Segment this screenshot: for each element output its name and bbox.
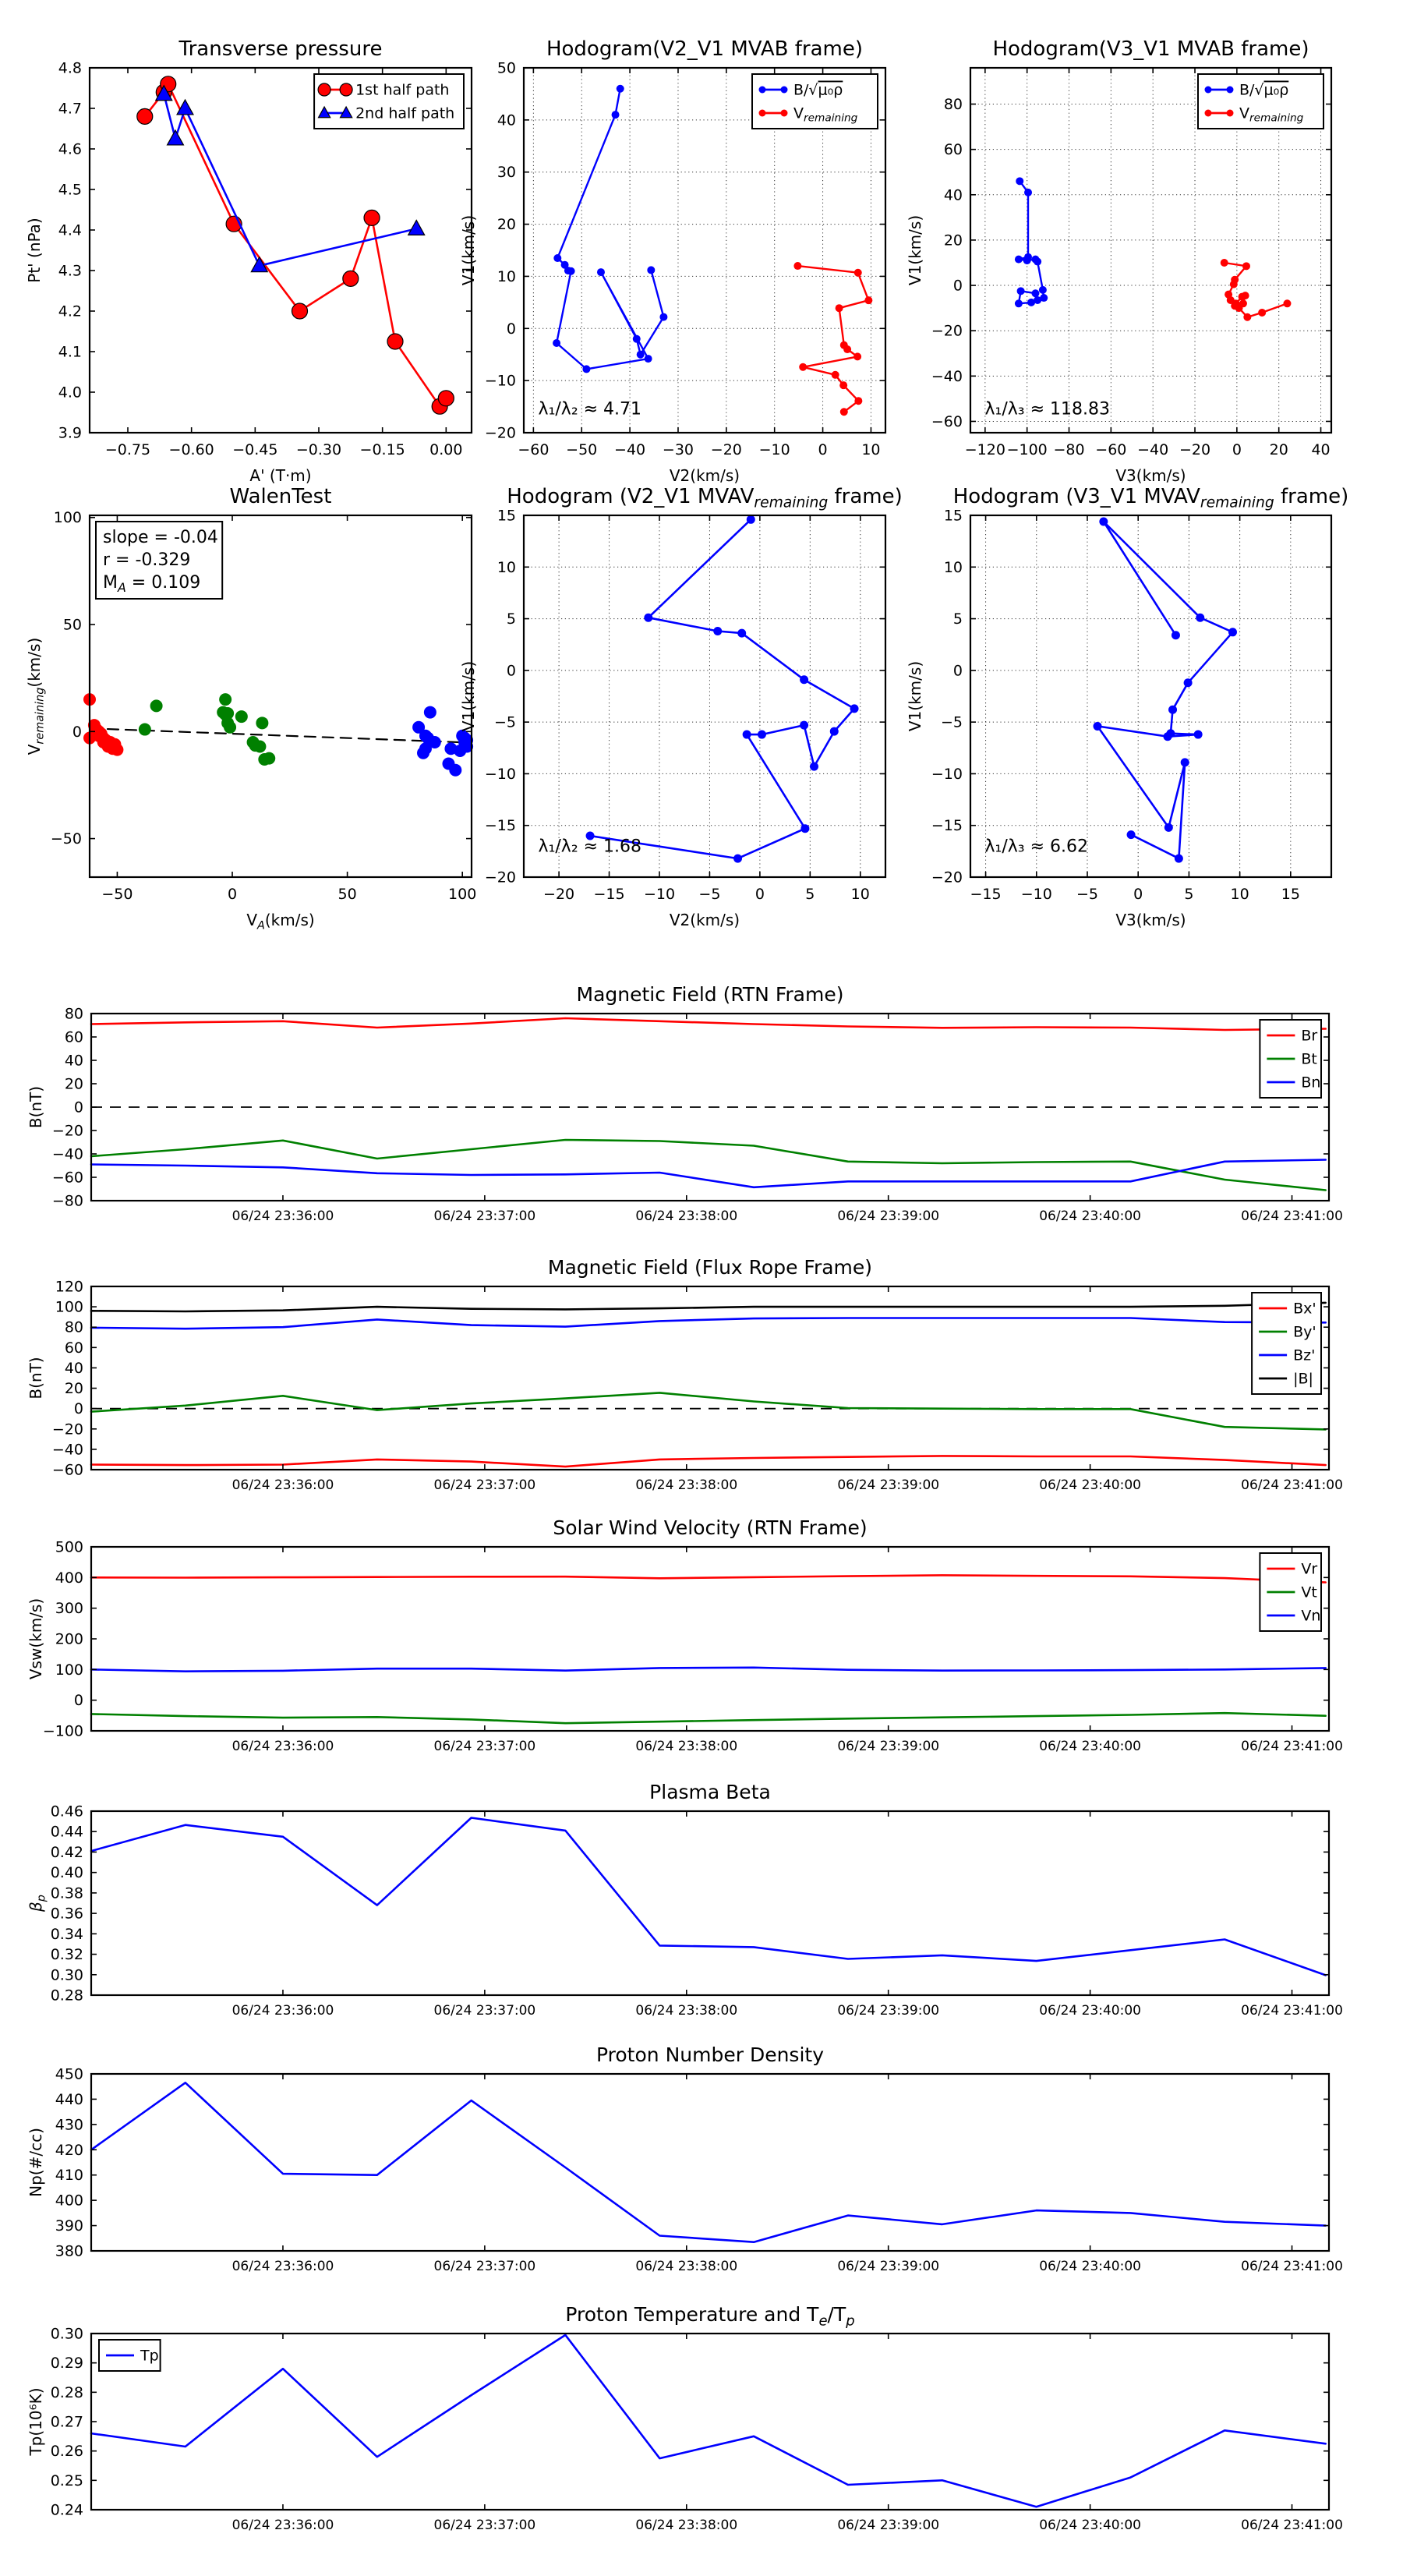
svg-text:−15: −15 (484, 817, 516, 835)
svg-text:Hodogram(V3_V1 MVAB frame): Hodogram(V3_V1 MVAB frame) (992, 37, 1309, 61)
svg-text:MA = 0.109: $M_A = 0.109$ (103, 573, 201, 595)
svg-text:V1(km/s): V1(km/s) (906, 660, 924, 732)
svg-text:500: 500 (55, 1538, 83, 1556)
svg-text:−80: −80 (51, 1192, 83, 1210)
svg-text:06/24 23:38:00: 06/24 23:38:00 (635, 1477, 738, 1493)
svg-text:−10: −10 (643, 886, 676, 903)
svg-text:0.44: 0.44 (50, 1823, 83, 1841)
svg-text:−20: −20 (51, 1421, 83, 1438)
svg-text:0: 0 (952, 277, 963, 295)
svg-text:VA(km/s): $V_A(km/s)$ (246, 911, 315, 932)
svg-text:06/24 23:38:00: 06/24 23:38:00 (635, 1739, 738, 1754)
svg-text:Proton Number Density: Proton Number Density (596, 2043, 824, 2066)
svg-text:−15: −15 (931, 817, 963, 835)
svg-text:Vremaining(km/s): $V_{remaining}(km/s)$ (25, 637, 47, 755)
svg-text:400: 400 (55, 1569, 83, 1587)
svg-text:0: 0 (506, 662, 516, 680)
svg-text:Transverse pressure: Transverse pressure (178, 37, 383, 61)
svg-text:Vt: Vt (1301, 1583, 1317, 1601)
svg-text:300: 300 (55, 1600, 83, 1618)
svg-text:5: 5 (805, 886, 815, 903)
svg-text:1st half path: 1st half path (355, 81, 450, 99)
svg-text:−120: −120 (964, 441, 1005, 458)
svg-text:−5: −5 (940, 713, 963, 731)
svg-text:V3(km/s): V3(km/s) (1115, 466, 1186, 485)
svg-text:06/24 23:36:00: 06/24 23:36:00 (231, 1739, 334, 1754)
svg-text:450: 450 (55, 2065, 83, 2083)
svg-text:0.27: 0.27 (50, 2413, 83, 2431)
svg-text:06/24 23:41:00: 06/24 23:41:00 (1241, 2518, 1343, 2533)
plot-hodogram-v2v1-mvab (459, 37, 885, 485)
svg-text:Tp(10⁶K): Tp(10⁶K) (27, 2387, 45, 2456)
svg-text:−40: −40 (614, 441, 646, 458)
plot-hodogram-v3v1-mvab (906, 37, 1331, 485)
svg-text:06/24 23:39:00: 06/24 23:39:00 (837, 2003, 940, 2019)
svg-text:4.2: 4.2 (58, 303, 82, 320)
svg-text:−20: −20 (931, 869, 963, 886)
svg-text:V1(km/s): V1(km/s) (459, 214, 478, 286)
svg-text:4.4: 4.4 (58, 221, 82, 239)
svg-text:−10: −10 (484, 372, 516, 390)
svg-text:λ₁/λ₃ ≈ 118.83: λ₁/λ₃ ≈ 118.83 (984, 399, 1111, 419)
svg-text:100: 100 (55, 1661, 83, 1679)
svg-text:βp: $\beta_p$ (27, 1895, 48, 1912)
svg-text:0: 0 (73, 1099, 83, 1116)
plot-hodogram-v2v1-mvav (459, 485, 903, 929)
svg-text:50: 50 (62, 616, 82, 634)
svg-text:Bt: Bt (1301, 1050, 1317, 1068)
svg-text:06/24 23:40:00: 06/24 23:40:00 (1039, 1208, 1141, 1224)
svg-text:|B|: |B| (1293, 1370, 1313, 1388)
svg-text:Bz': Bz' (1293, 1346, 1316, 1364)
svg-text:−15: −15 (593, 886, 625, 903)
svg-text:−60: −60 (931, 412, 963, 430)
svg-text:4.1: 4.1 (58, 343, 82, 361)
svg-text:06/24 23:39:00: 06/24 23:39:00 (837, 2518, 940, 2533)
svg-text:−20: −20 (710, 441, 742, 458)
svg-text:50: 50 (497, 59, 516, 77)
svg-text:−20: −20 (484, 869, 516, 886)
svg-text:−5: −5 (493, 713, 516, 731)
svg-text:−20: −20 (543, 886, 575, 903)
svg-text:−80: −80 (1053, 441, 1085, 458)
svg-text:10: 10 (1230, 886, 1249, 903)
svg-text:B(nT): B(nT) (27, 1085, 45, 1129)
svg-text:−10: −10 (758, 441, 790, 458)
svg-text:20: 20 (943, 232, 963, 249)
svg-text:06/24 23:37:00: 06/24 23:37:00 (433, 2518, 536, 2533)
svg-text:40: 40 (943, 186, 963, 204)
svg-text:4.0: 4.0 (58, 384, 82, 402)
svg-text:0.29: 0.29 (50, 2355, 83, 2373)
plot-walen-test (25, 485, 476, 932)
legend (1198, 74, 1323, 129)
svg-text:06/24 23:39:00: 06/24 23:39:00 (837, 1477, 940, 1493)
svg-text:−0.15: −0.15 (359, 441, 405, 458)
svg-text:0: 0 (1133, 886, 1143, 903)
svg-text:By': By' (1293, 1323, 1316, 1341)
svg-text:410: 410 (55, 2167, 83, 2185)
svg-text:100: 100 (55, 1298, 83, 1316)
legend (1260, 1020, 1321, 1098)
svg-text:−50: −50 (566, 441, 598, 458)
svg-text:Vn: Vn (1301, 1607, 1321, 1625)
svg-text:06/24 23:41:00: 06/24 23:41:00 (1241, 1208, 1343, 1224)
svg-text:20: 20 (64, 1075, 83, 1093)
svg-text:−60: −60 (51, 1169, 83, 1187)
svg-text:0.30: 0.30 (50, 1966, 83, 1984)
svg-text:0.34: 0.34 (50, 1925, 83, 1943)
svg-text:Pt' (nPa): Pt' (nPa) (25, 218, 44, 283)
svg-text:0.46: 0.46 (50, 1803, 83, 1821)
svg-text:380: 380 (55, 2242, 83, 2260)
legend (99, 2340, 161, 2371)
svg-text:B/√μ₀ρ: B/√μ₀ρ (1239, 81, 1289, 99)
svg-text:r = -0.329: r = -0.329 (103, 550, 191, 570)
svg-text:60: 60 (943, 141, 963, 159)
svg-text:0: 0 (73, 1400, 83, 1418)
legend (314, 74, 464, 129)
svg-text:06/24 23:40:00: 06/24 23:40:00 (1039, 2003, 1141, 2019)
svg-text:3.9: 3.9 (58, 424, 82, 442)
svg-text:80: 80 (943, 96, 963, 114)
svg-text:06/24 23:39:00: 06/24 23:39:00 (837, 2259, 940, 2274)
svg-text:06/24 23:37:00: 06/24 23:37:00 (433, 2003, 536, 2019)
svg-text:Proton Temperature and Te/Tp: Proton Temperature and $T_e/T_p$ (565, 2303, 855, 2330)
svg-text:Br: Br (1301, 1027, 1318, 1045)
svg-text:4.3: 4.3 (58, 262, 82, 280)
svg-text:06/24 23:36:00: 06/24 23:36:00 (231, 2259, 334, 2274)
svg-text:−60: −60 (1095, 441, 1127, 458)
svg-text:0: 0 (1232, 441, 1242, 458)
svg-text:06/24 23:39:00: 06/24 23:39:00 (837, 1739, 940, 1754)
svg-text:0.28: 0.28 (50, 1987, 83, 2005)
svg-text:60: 60 (64, 1339, 83, 1357)
plot-hodogram-v3v1-mvav (906, 485, 1348, 929)
svg-text:−10: −10 (484, 765, 516, 783)
svg-text:06/24 23:38:00: 06/24 23:38:00 (635, 2518, 738, 2533)
svg-text:06/24 23:37:00: 06/24 23:37:00 (433, 1208, 536, 1224)
svg-text:V2(km/s): V2(km/s) (669, 911, 740, 929)
plot-b-flux-rope (27, 1256, 1343, 1493)
svg-text:10: 10 (861, 441, 881, 458)
svg-text:−100: −100 (42, 1722, 83, 1740)
svg-text:06/24 23:40:00: 06/24 23:40:00 (1039, 1739, 1141, 1754)
svg-text:06/24 23:36:00: 06/24 23:36:00 (231, 2003, 334, 2019)
svg-text:−15: −15 (970, 886, 1002, 903)
svg-text:Bn: Bn (1301, 1074, 1321, 1092)
svg-text:slope = -0.04: slope = -0.04 (103, 528, 218, 547)
svg-text:−0.45: −0.45 (232, 441, 278, 458)
svg-text:−20: −20 (1179, 441, 1211, 458)
svg-text:06/24 23:38:00: 06/24 23:38:00 (635, 1208, 738, 1224)
svg-text:−0.75: −0.75 (104, 441, 151, 458)
svg-text:Hodogram(V2_V1 MVAB frame): Hodogram(V2_V1 MVAB frame) (546, 37, 864, 61)
svg-text:Hodogram (V3_V1 MVAVremaining: Hodogram (V3_V1 $MVAV_{remaining}$ frame) (952, 485, 1349, 511)
svg-text:400: 400 (55, 2192, 83, 2210)
svg-text:Vremaining: $V_{remaining}$ (793, 104, 858, 125)
svg-text:Bx': Bx' (1293, 1300, 1316, 1318)
svg-text:420: 420 (55, 2141, 83, 2159)
svg-text:0.40: 0.40 (50, 1864, 83, 1882)
svg-text:Vr: Vr (1301, 1560, 1318, 1578)
svg-text:06/24 23:37:00: 06/24 23:37:00 (433, 1477, 536, 1493)
svg-text:40: 40 (497, 111, 516, 129)
svg-text:30: 30 (497, 164, 516, 182)
svg-text:λ₁/λ₃ ≈ 6.62: λ₁/λ₃ ≈ 6.62 (984, 837, 1089, 857)
svg-text:B/√μ₀ρ: B/√μ₀ρ (793, 81, 843, 99)
svg-text:40: 40 (64, 1359, 83, 1377)
svg-text:06/24 23:40:00: 06/24 23:40:00 (1039, 1477, 1141, 1493)
legend (752, 74, 878, 129)
svg-text:λ₁/λ₂ ≈ 1.68: λ₁/λ₂ ≈ 1.68 (538, 837, 642, 857)
svg-text:15: 15 (497, 507, 516, 525)
legend (1260, 1553, 1321, 1631)
svg-text:0.28: 0.28 (50, 2383, 83, 2401)
svg-text:−5: −5 (698, 886, 721, 903)
svg-text:50: 50 (337, 886, 357, 903)
svg-text:2nd half path: 2nd half path (355, 104, 455, 122)
svg-text:5: 5 (952, 610, 963, 628)
svg-text:06/24 23:41:00: 06/24 23:41:00 (1241, 1477, 1343, 1493)
svg-text:−40: −40 (51, 1441, 83, 1459)
svg-text:40: 40 (64, 1052, 83, 1070)
svg-text:06/24 23:38:00: 06/24 23:38:00 (635, 2259, 738, 2274)
svg-text:Tp: Tp (140, 2347, 159, 2365)
svg-text:−20: −20 (484, 424, 516, 442)
svg-text:0.42: 0.42 (50, 1843, 83, 1861)
svg-text:60: 60 (64, 1028, 83, 1046)
svg-text:06/24 23:41:00: 06/24 23:41:00 (1241, 1739, 1343, 1754)
svg-text:06/24 23:37:00: 06/24 23:37:00 (433, 1739, 536, 1754)
svg-text:0: 0 (952, 662, 963, 680)
svg-text:V3(km/s): V3(km/s) (1115, 911, 1186, 929)
svg-text:10: 10 (497, 558, 516, 576)
svg-text:06/24 23:37:00: 06/24 23:37:00 (433, 2259, 536, 2274)
plot-vsw-rtn (27, 1516, 1343, 1754)
svg-text:0.25: 0.25 (50, 2472, 83, 2489)
svg-text:80: 80 (64, 1318, 83, 1336)
svg-text:V1(km/s): V1(km/s) (459, 660, 478, 732)
svg-text:06/24 23:39:00: 06/24 23:39:00 (837, 1208, 940, 1224)
svg-text:15: 15 (1281, 886, 1300, 903)
svg-text:−5: −5 (1076, 886, 1098, 903)
svg-text:4.7: 4.7 (58, 100, 82, 118)
svg-text:V1(km/s): V1(km/s) (906, 214, 924, 286)
svg-text:100: 100 (448, 886, 477, 903)
plot-proton-density (27, 2043, 1343, 2274)
svg-text:Magnetic Field (RTN Frame): Magnetic Field (RTN Frame) (576, 983, 844, 1006)
svg-text:Hodogram (V2_V1 MVAVremaining: Hodogram (V2_V1 $MVAV_{remaining}$ frame) (507, 485, 903, 511)
svg-text:5: 5 (1184, 886, 1194, 903)
plot-proton-temp (27, 2303, 1343, 2533)
svg-text:120: 120 (55, 1278, 83, 1296)
svg-text:100: 100 (53, 509, 82, 527)
svg-text:−20: −20 (51, 1122, 83, 1140)
svg-text:V2(km/s): V2(km/s) (669, 466, 740, 485)
svg-text:06/24 23:41:00: 06/24 23:41:00 (1241, 2259, 1343, 2274)
svg-text:Vsw(km/s): Vsw(km/s) (27, 1598, 45, 1680)
svg-text:Magnetic Field (Flux Rope Fram: Magnetic Field (Flux Rope Frame) (547, 1256, 873, 1279)
svg-text:Plasma Beta: Plasma Beta (649, 1781, 771, 1803)
svg-text:B(nT): B(nT) (27, 1357, 45, 1399)
svg-text:−50: −50 (101, 886, 133, 903)
plot-b-rtn (27, 983, 1343, 1224)
svg-text:−0.60: −0.60 (168, 441, 214, 458)
svg-text:−60: −60 (51, 1461, 83, 1479)
svg-text:40: 40 (1311, 441, 1331, 458)
plot-plasma-beta (27, 1781, 1343, 2019)
svg-text:200: 200 (55, 1630, 83, 1648)
svg-text:06/24 23:41:00: 06/24 23:41:00 (1241, 2003, 1343, 2019)
svg-text:0: 0 (72, 723, 82, 741)
svg-text:−60: −60 (518, 441, 550, 458)
svg-text:10: 10 (943, 558, 963, 576)
svg-text:0.32: 0.32 (50, 1946, 83, 1964)
svg-text:10: 10 (850, 886, 870, 903)
plot-transverse-pressure (25, 37, 472, 485)
svg-text:20: 20 (64, 1380, 83, 1398)
svg-text:06/24 23:36:00: 06/24 23:36:00 (231, 2518, 334, 2533)
svg-text:Vremaining: $V_{remaining}$ (1239, 104, 1304, 125)
svg-text:0.24: 0.24 (50, 2501, 83, 2519)
svg-text:−20: −20 (931, 322, 963, 340)
svg-text:Solar Wind Velocity (RTN Frame: Solar Wind Velocity (RTN Frame) (553, 1516, 868, 1539)
svg-text:10: 10 (497, 267, 516, 285)
svg-text:WalenTest: WalenTest (229, 485, 332, 508)
svg-text:−30: −30 (662, 441, 694, 458)
svg-text:06/24 23:36:00: 06/24 23:36:00 (231, 1208, 334, 1224)
svg-text:15: 15 (943, 507, 963, 525)
svg-text:06/24 23:40:00: 06/24 23:40:00 (1039, 2259, 1141, 2274)
svg-text:−50: −50 (50, 830, 82, 848)
svg-text:06/24 23:40:00: 06/24 23:40:00 (1039, 2518, 1141, 2533)
svg-text:430: 430 (55, 2116, 83, 2134)
svg-text:4.5: 4.5 (58, 181, 82, 199)
svg-text:−40: −40 (931, 367, 963, 385)
svg-text:Np(#/cc): Np(#/cc) (27, 2128, 45, 2197)
svg-text:0.36: 0.36 (50, 1905, 83, 1923)
svg-text:5: 5 (506, 610, 516, 628)
stats-box (96, 522, 222, 599)
svg-text:0: 0 (73, 1692, 83, 1710)
svg-text:0: 0 (818, 441, 828, 458)
svg-text:20: 20 (1269, 441, 1288, 458)
svg-text:0.38: 0.38 (50, 1884, 83, 1902)
svg-text:0: 0 (227, 886, 238, 903)
svg-text:20: 20 (497, 216, 516, 234)
svg-text:390: 390 (55, 2217, 83, 2235)
svg-text:A' (T·m): A' (T·m) (249, 466, 312, 485)
svg-text:06/24 23:38:00: 06/24 23:38:00 (635, 2003, 738, 2019)
legend (1252, 1293, 1321, 1394)
svg-text:4.8: 4.8 (58, 59, 82, 77)
svg-text:−40: −40 (51, 1145, 83, 1163)
svg-text:440: 440 (55, 2090, 83, 2108)
svg-text:0.30: 0.30 (50, 2325, 83, 2343)
svg-text:0: 0 (506, 320, 516, 338)
svg-text:0.00: 0.00 (429, 441, 463, 458)
svg-text:−10: −10 (931, 765, 963, 783)
svg-text:−10: −10 (1020, 886, 1052, 903)
svg-text:4.6: 4.6 (58, 140, 82, 158)
svg-text:0: 0 (755, 886, 765, 903)
svg-text:−100: −100 (1006, 441, 1048, 458)
svg-text:0.26: 0.26 (50, 2443, 83, 2461)
svg-text:80: 80 (64, 1005, 83, 1023)
svg-text:−0.30: −0.30 (295, 441, 342, 458)
svg-text:λ₁/λ₂ ≈ 4.71: λ₁/λ₂ ≈ 4.71 (538, 399, 642, 419)
svg-text:06/24 23:36:00: 06/24 23:36:00 (231, 1477, 334, 1493)
svg-text:−40: −40 (1137, 441, 1169, 458)
